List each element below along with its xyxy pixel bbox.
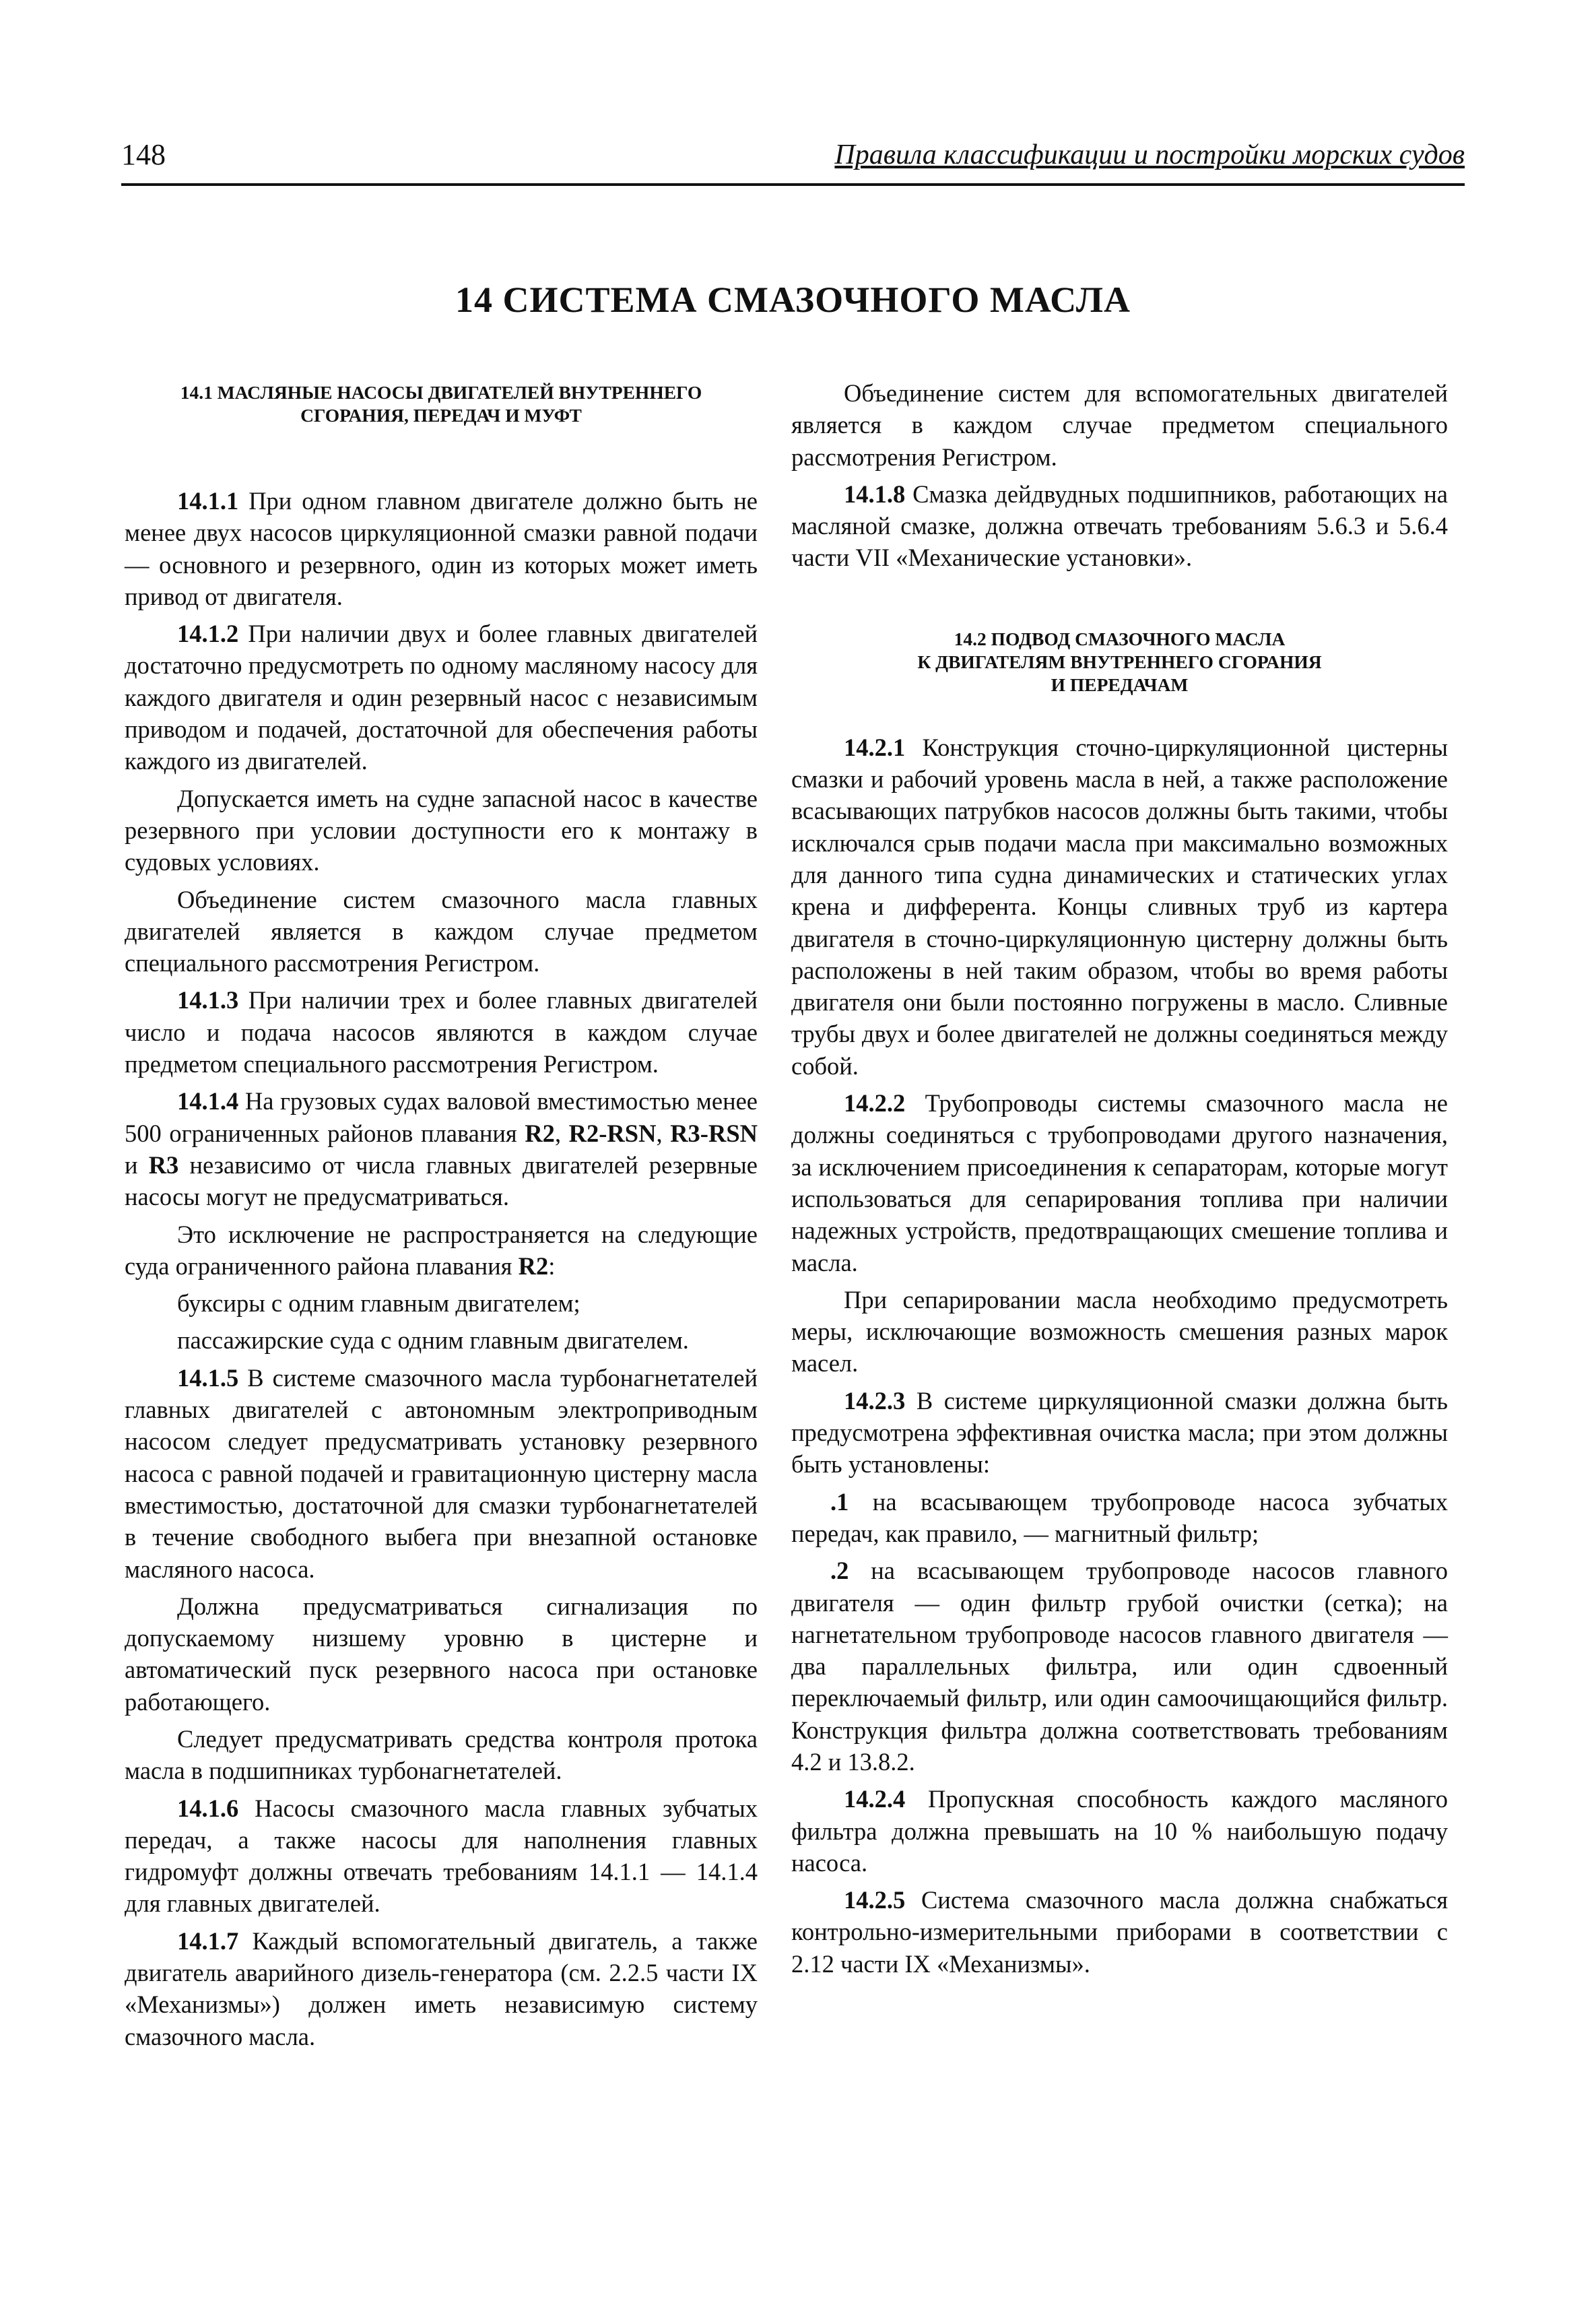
- section-heading-14-1: 14.1 МАСЛЯНЫЕ НАСОСЫ ДВИГАТЕЛЕЙ ВНУТРЕННЕГО СГОРАНИЯ, ПЕРЕДАЧ И МУФТ: [180, 382, 702, 426]
- paragraph-text: При наличии трех и более главных двигателей число и подача насосов являются в каждом случае предметом специального рассмотрения Регистром.: [125, 986, 758, 1078]
- right-column: [791, 377, 1448, 1985]
- list-item: [791, 1486, 1448, 1550]
- item-text: на всасывающем трубопроводе насосов главного двигателя — один фильтр грубой очистки (сетка); на нагнетательном трубопроводе насосов главного двигателя — два параллельных фильтра, или один сдвоенный переключаемый фильтр, или один самоочищающийся фильтр. Конструкция фильтра должна соответствовать требованиям 4.2 и 13.8.2.: [791, 1557, 1448, 1776]
- paragraph-text: На грузовых судах валовой вместимостью менее 500 ограниченных районов плавания: [125, 1087, 758, 1147]
- paragraph-text: Трубопроводы системы смазочного масла не должны соединяться с трубопроводами другого назначения, за исключением присоединения к сепараторам, которые могут использоваться для сепарирования топлива при наличии надежных устройств, предотвращающих смешение топлива и масла.: [791, 1089, 1449, 1276]
- region-mark-r3: R3: [148, 1150, 179, 1179]
- paragraph-tugs: буксиры с одним главным двигателем;: [177, 1289, 580, 1318]
- page-header: [121, 135, 1465, 186]
- item-text: на всасывающем трубопроводе насоса зубчатых передач, как правило, — магнитный фильтр;: [791, 1487, 1449, 1547]
- clause-number: 14.1.6: [177, 1794, 239, 1822]
- paragraph-flow-control: Следует предусматривать средства контроля протока масла в подшипниках турбонагнетателей.: [125, 1724, 758, 1785]
- clause-number: 14.2.1: [844, 733, 906, 761]
- region-mark-r3-rsn: R3-RSN: [670, 1119, 758, 1147]
- region-mark-r2: R2: [518, 1252, 549, 1280]
- paragraph-14-1-8: [791, 478, 1448, 574]
- clause-number: 14.1.8: [844, 480, 906, 508]
- paragraph-system-union: Объединение систем смазочного масла главных двигателей является в каждом случае предметом специального рассмотрения Регистром.: [125, 885, 758, 977]
- paragraph-14-1-6: [125, 1792, 758, 1920]
- clause-number: 14.1.1: [177, 487, 239, 515]
- paragraph-14-1-4: 14.1.4 На грузовых судах валовой вместимостью менее 500 ограниченных районов плавания R2, R2-RSN, R3-RSN и R3 независимо от числа главных двигателей резервные насосы могут не предусматриваться.: [125, 1087, 758, 1211]
- item-number: .2: [830, 1557, 849, 1585]
- paragraph-alarm: Должна предусматриваться сигнализация по допускаемому низшему уровню в цистерне и автоматический пуск резервного насоса при остановке работающего.: [125, 1592, 758, 1716]
- clause-number: 14.1.7: [177, 1926, 239, 1955]
- paragraph-14-2-1: [791, 732, 1448, 1082]
- paragraph-14-1-1: [125, 485, 758, 612]
- paragraph-separation: При сепарировании масла необходимо предусмотреть меры, исключающие возможность смешения разных марок масел.: [791, 1285, 1448, 1378]
- clause-number: 14.1.2: [177, 620, 239, 648]
- paragraph-text: Каждый вспомогательный двигатель, а также двигатель аварийного дизель-генератора (см. 2.2.5 части IX «Механизмы») должен иметь независимую систему смазочного масла.: [125, 1926, 758, 2050]
- paragraph-text: Конструкция сточно-циркуляционной цистерны смазки и рабочий уровень масла в ней, а также расположение всасывающих патрубков насосов должны быть такими, чтобы исключался срыв подачи масла при максимально возможных для данного типа судна динамических и статических углах крена и дифферента. Концы сливных труб из картера двигателя в сточно-циркуляционную цистерну должны быть расположены в ней таким образом, чтобы во время работы двигателя они были постоянно погружены в масло. Сливные трубы двух и более двигателей не должны соединяться между собой.: [791, 733, 1448, 1080]
- paragraph-text: При одном главном двигателе должно быть не менее двух насосов циркуляционной смазки равной подачи — основного и резервного, один из которых может иметь привод от двигателя.: [125, 487, 758, 610]
- paragraph-14-2-2: [791, 1087, 1448, 1278]
- paragraph-text: В системе циркуляционной смазки должна быть предусмотрена эффективная очистка масла; при этом должны быть установлены:: [791, 1386, 1448, 1479]
- clause-number: 14.2.4: [844, 1785, 906, 1813]
- clause-number: 14.2.5: [844, 1886, 906, 1914]
- region-mark-r2-rsn: R2-RSN: [568, 1119, 657, 1147]
- paragraph-text: Система смазочного масла должна снабжаться контрольно-измерительными приборами в соответствии с 2.12 части IX «Механизмы».: [791, 1886, 1448, 1978]
- paragraph-14-1-7: [125, 1925, 758, 2052]
- clause-number: 14.1.5: [177, 1363, 239, 1392]
- paragraph-14-1-3: [125, 984, 758, 1080]
- running-title: Правила классификации и постройки морских судов: [834, 139, 1465, 170]
- paragraph-exception: [125, 1219, 758, 1283]
- paragraph-text: При наличии двух и более главных двигателей достаточно предусмотреть по одному масляному насосу для каждого двигателя и один резервный насос с независимым приводом и подачей, достаточной для обеспечения работы каждого из двигателей.: [125, 620, 758, 775]
- chapter-title: 14 СИСТЕМА СМАЗОЧНОГО МАСЛА: [455, 280, 1131, 320]
- paragraph-aux-union: Объединение систем для вспомогательных двигателей является в каждом случае предметом специального рассмотрения Регистром.: [791, 379, 1448, 471]
- paragraph-text: Смазка дейдвудных подшипников, работающих на масляной смазке, должна отвечать требованиям 5.6.3 и 5.6.4 части VII «Механические установки».: [791, 480, 1449, 572]
- left-column: [125, 377, 758, 2058]
- paragraph-text: независимо от числа главных двигателей резервные насосы могут не предусматриваться.: [125, 1150, 758, 1211]
- region-mark-r2: R2: [525, 1119, 555, 1147]
- section-heading-14-2: [791, 628, 1448, 696]
- section-heading-line: И ПЕРЕДАЧАМ: [1051, 674, 1189, 695]
- paragraph-passenger-ships: пассажирские суда с одним главным двигателем.: [177, 1326, 689, 1355]
- paragraph-14-1-2: [125, 618, 758, 777]
- paragraph-text: Пропускная способность каждого масляного фильтра должна превышать на 10 % наибольшую подачу насоса.: [791, 1785, 1448, 1877]
- paragraph-14-2-4: [791, 1783, 1448, 1879]
- list-item: [791, 1555, 1448, 1778]
- conjunction: и: [125, 1150, 138, 1179]
- clause-number: 14.1.3: [177, 986, 239, 1014]
- clause-number: 14.2.3: [844, 1386, 906, 1415]
- paragraph-text: Насосы смазочного масла главных зубчатых передач, а также насосы для наполнения главных гидромуфт должны отвечать требованиям 14.1.1 — 14.1.4 для главных двигателей.: [125, 1794, 758, 1918]
- clause-number: 14.1.4: [177, 1087, 239, 1115]
- paragraph-14-1-5: [125, 1362, 758, 1585]
- section-heading-line: 14.2 ПОДВОД СМАЗОЧНОГО МАСЛА: [954, 628, 1286, 649]
- paragraph-text: Это исключение не распространяется на следующие суда ограниченного района плавания: [125, 1220, 758, 1280]
- clause-number: 14.2.2: [844, 1089, 906, 1117]
- page-number: 148: [121, 138, 166, 171]
- section-heading-line: К ДВИГАТЕЛЯМ ВНУТРЕННЕГО СГОРАНИЯ: [917, 651, 1322, 672]
- paragraph-14-2-5: [791, 1884, 1448, 1980]
- punctuation: :: [548, 1252, 556, 1280]
- paragraph-spare-pump: Допускается иметь на судне запасной насос в качестве резервного при условии доступности его к монтажу в судовых условиях.: [125, 784, 758, 876]
- paragraph-text: В системе смазочного масла турбонагнетателей главных двигателей с автономным электроприводным насосом следует предусматривать установку резервного насоса с равной подачей и гравитационную цистерну масла вместимостью, достаточной для смазки турбонагнетателей в течение свободного выбега при внезапной остановке масляного насоса.: [125, 1363, 758, 1583]
- paragraph-14-2-3: [791, 1385, 1448, 1481]
- item-number: .1: [830, 1487, 849, 1516]
